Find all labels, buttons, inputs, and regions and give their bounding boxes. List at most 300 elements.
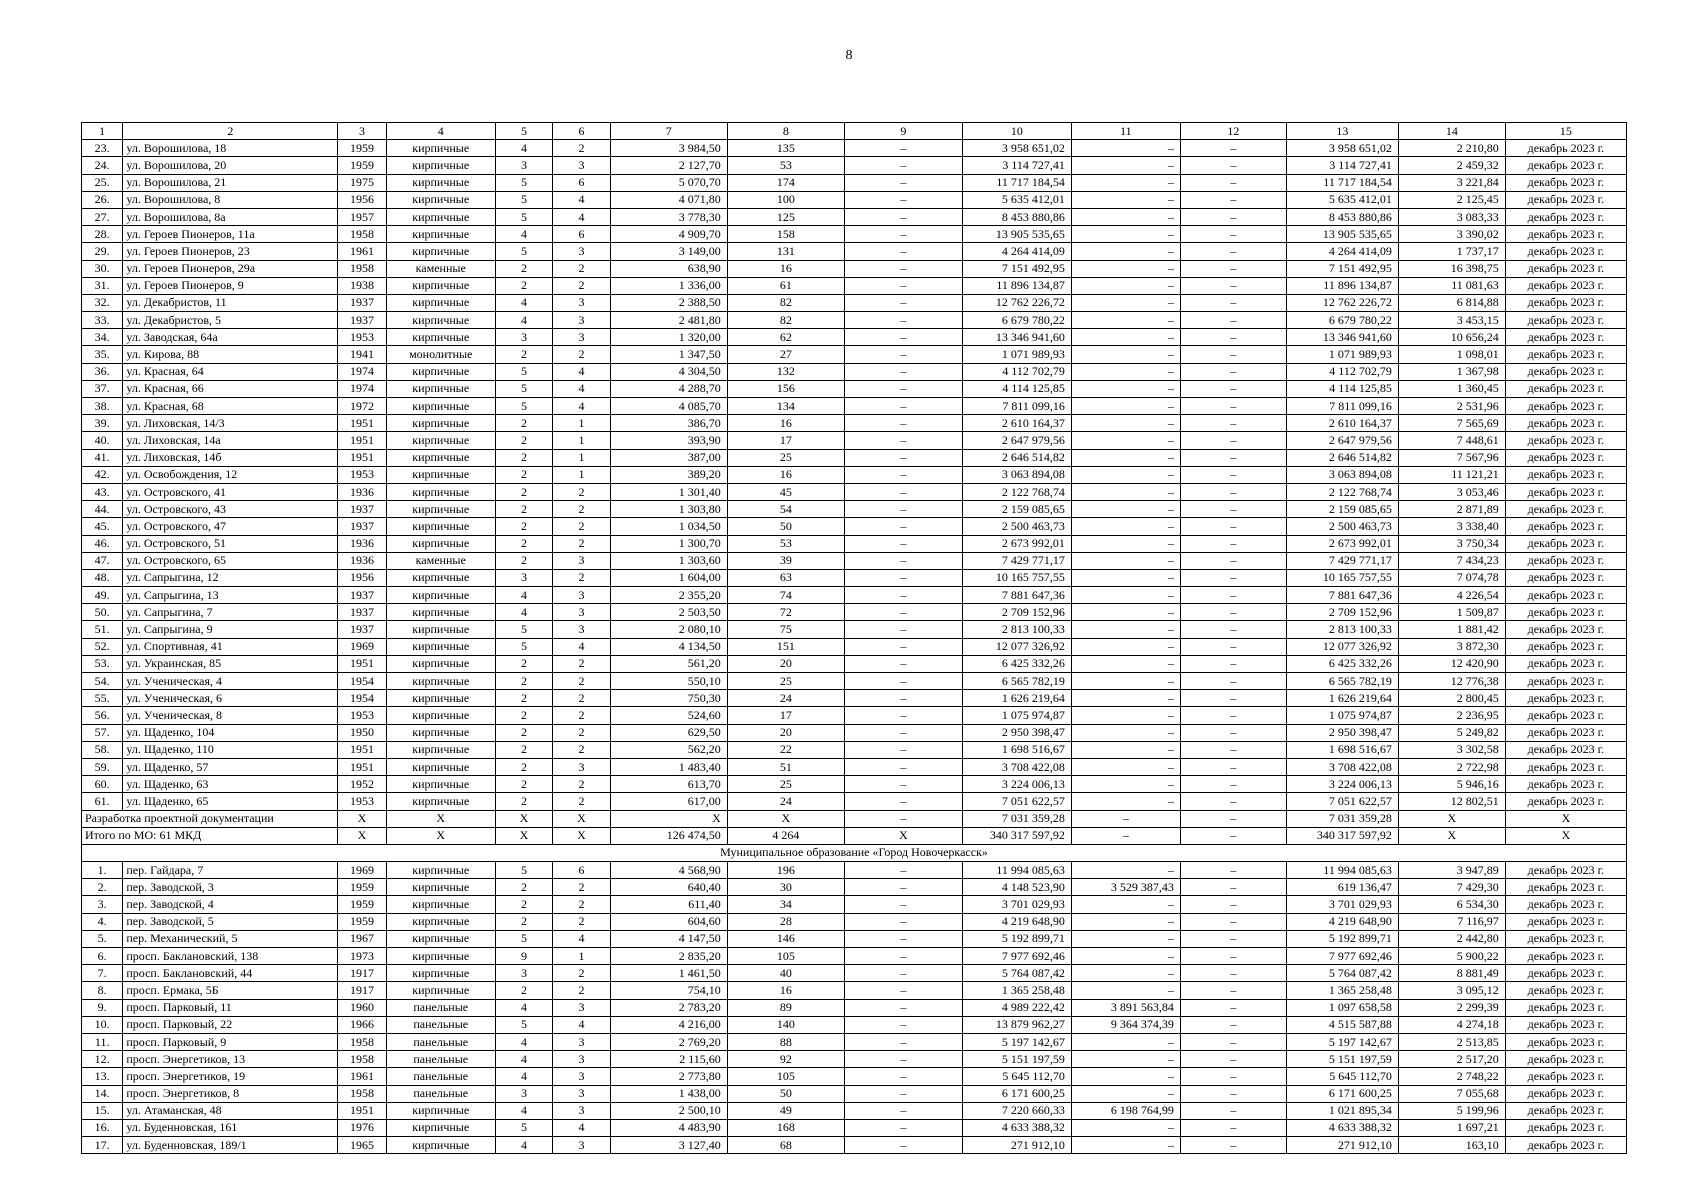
cell-col-11: – [1071,1051,1180,1068]
cell-col-14: 4 226,54 [1398,587,1505,604]
table-row [82,707,1627,724]
cell-col-12: – [1180,896,1286,913]
cell-col-1: 9. [82,999,123,1016]
cell-col-13: 3 224 006,13 [1286,776,1398,793]
cell-col-14: 3 083,33 [1398,208,1505,225]
cell-col-2: ул. Ученическая, 8 [123,707,338,724]
cell-col-2: ул. Кирова, 88 [123,346,338,363]
cell-col-4: кирпичные [386,948,495,965]
table-row [82,191,1627,208]
cell-col-12: – [1180,930,1286,947]
cell-col-8: 89 [727,999,844,1016]
cell-col-9: – [844,793,962,810]
cell-col-8: 75 [727,621,844,638]
cell-col-10: 13 346 941,60 [962,329,1071,346]
cell-col-10: 4 633 388,32 [962,1119,1071,1136]
table-row [82,398,1627,415]
cell-col-5: 2 [495,879,553,896]
cell-col-12: – [1180,277,1286,294]
cell-col-11: – [1071,569,1180,586]
cell-col-2: ул. Лиховская, 14а [123,432,338,449]
cell-col-7: 1 461,50 [610,965,727,982]
cell-col-15: декабрь 2023 г. [1505,277,1626,294]
table-row [82,243,1627,260]
cell-col-5: 4 [495,999,553,1016]
cell-col-10: 271 912,10 [962,1137,1071,1154]
cell-col-13: 12 762 226,72 [1286,294,1398,311]
cell-col-15: декабрь 2023 г. [1505,1068,1626,1085]
cell-col-4: кирпичные [386,913,495,930]
cell-col-4: кирпичные [386,432,495,449]
cell-col-13: 4 264 414,09 [1286,243,1398,260]
cell-col-1: 37. [82,380,123,397]
cell-col-6: 1 [553,466,611,483]
cell-col-15: декабрь 2023 г. [1505,621,1626,638]
cell-col-4: панельные [386,1051,495,1068]
cell-col-1: 50. [82,604,123,621]
cell-col-6: 4 [553,380,611,397]
cell-col-8: 20 [727,724,844,741]
cell-col-11: – [1071,724,1180,741]
cell-col-15: декабрь 2023 г. [1505,896,1626,913]
cell-col-6: 4 [553,363,611,380]
cell-col-12: – [1180,999,1286,1016]
cell-col-5: 3 [495,329,553,346]
cell-col-15: декабрь 2023 г. [1505,638,1626,655]
cell-col-4: кирпичные [386,226,495,243]
cell-col-7: 2 115,60 [610,1051,727,1068]
cell-col-1: 45. [82,518,123,535]
cell-col-9: – [844,1051,962,1068]
cell-col-14: 5 249,82 [1398,724,1505,741]
cell-col-13: 11 994 085,63 [1286,862,1398,879]
cell-col-6: 2 [553,277,611,294]
cell-col-4: кирпичные [386,965,495,982]
cell-col-9: – [844,690,962,707]
cell-col-14: 7 429,30 [1398,879,1505,896]
cell-col-12: – [1180,879,1286,896]
cell-col-2: пер. Заводской, 4 [123,896,338,913]
cell-col-8: 27 [727,346,844,363]
cell-col-8: 16 [727,415,844,432]
table-row [82,793,1627,810]
cell-col-2: ул. Островского, 47 [123,518,338,535]
table-body [82,140,1627,1154]
total-row-cell-col-8: 4 264 [727,827,844,844]
cell-col-3: 1951 [338,1102,386,1119]
cell-col-5: 2 [495,449,553,466]
cell-col-7: 2 500,10 [610,1102,727,1119]
cell-col-1: 38. [82,398,123,415]
cell-col-14: 1 881,42 [1398,621,1505,638]
cell-col-2: ул. Щаденко, 57 [123,758,338,775]
cell-col-10: 4 264 414,09 [962,243,1071,260]
cell-col-12: – [1180,758,1286,775]
cell-col-1: 58. [82,741,123,758]
cell-col-10: 3 701 029,93 [962,896,1071,913]
cell-col-1: 46. [82,535,123,552]
cell-col-5: 2 [495,655,553,672]
column-number-13: 13 [1286,123,1398,140]
cell-col-6: 2 [553,655,611,672]
cell-col-7: 4 483,90 [610,1119,727,1136]
cell-col-4: каменные [386,260,495,277]
table-row [82,1085,1627,1102]
cell-col-7: 4 216,00 [610,1016,727,1033]
cell-col-3: 1951 [338,432,386,449]
cell-col-8: 24 [727,690,844,707]
table-row [82,174,1627,191]
cell-col-15: декабрь 2023 г. [1505,1137,1626,1154]
table-row [82,999,1627,1016]
cell-col-15: декабрь 2023 г. [1505,604,1626,621]
cell-col-2: ул. Декабристов, 11 [123,294,338,311]
cell-col-10: 3 114 727,41 [962,157,1071,174]
cell-col-7: 1 483,40 [610,758,727,775]
cell-col-15: декабрь 2023 г. [1505,380,1626,397]
cell-col-5: 4 [495,1102,553,1119]
cell-col-9: – [844,346,962,363]
cell-col-3: 1951 [338,449,386,466]
cell-col-13: 10 165 757,55 [1286,569,1398,586]
cell-col-8: 74 [727,587,844,604]
cell-col-12: – [1180,535,1286,552]
total-row-cell-col-9: X [844,827,962,844]
cell-col-12: – [1180,260,1286,277]
cell-col-8: 158 [727,226,844,243]
cell-col-3: 1941 [338,346,386,363]
cell-col-15: декабрь 2023 г. [1505,483,1626,500]
cell-col-5: 2 [495,432,553,449]
cell-col-7: 4 147,50 [610,930,727,947]
cell-col-10: 2 673 992,01 [962,535,1071,552]
cell-col-5: 2 [495,518,553,535]
cell-col-2: ул. Сапрыгина, 13 [123,587,338,604]
cell-col-3: 1975 [338,174,386,191]
design-docs-row-cell-col-8: X [727,810,844,827]
cell-col-11: – [1071,948,1180,965]
table-row [82,380,1627,397]
table-row [82,965,1627,982]
cell-col-13: 5 151 197,59 [1286,1051,1398,1068]
cell-col-12: – [1180,1016,1286,1033]
cell-col-10: 5 764 087,42 [962,965,1071,982]
cell-col-8: 125 [727,208,844,225]
cell-col-15: декабрь 2023 г. [1505,174,1626,191]
cell-col-11: – [1071,243,1180,260]
cell-col-6: 3 [553,1033,611,1050]
cell-col-1: 28. [82,226,123,243]
cell-col-3: 1951 [338,415,386,432]
cell-col-10: 5 645 112,70 [962,1068,1071,1085]
cell-col-12: – [1180,690,1286,707]
cell-col-1: 17. [82,1137,123,1154]
cell-col-13: 4 219 648,90 [1286,913,1398,930]
cell-col-15: декабрь 2023 г. [1505,415,1626,432]
cell-col-6: 3 [553,1051,611,1068]
table-row [82,896,1627,913]
cell-col-2: ул. Красная, 68 [123,398,338,415]
cell-col-10: 11 717 184,54 [962,174,1071,191]
cell-col-12: – [1180,243,1286,260]
cell-col-9: – [844,312,962,329]
cell-col-5: 2 [495,707,553,724]
cell-col-10: 6 565 782,19 [962,673,1071,690]
cell-col-3: 1937 [338,294,386,311]
cell-col-15: декабрь 2023 г. [1505,449,1626,466]
cell-col-10: 3 063 894,08 [962,466,1071,483]
cell-col-14: 2 871,89 [1398,501,1505,518]
cell-col-15: декабрь 2023 г. [1505,312,1626,329]
cell-col-6: 3 [553,621,611,638]
cell-col-1: 24. [82,157,123,174]
cell-col-1: 48. [82,569,123,586]
cell-col-5: 4 [495,1137,553,1154]
cell-col-15: декабрь 2023 г. [1505,879,1626,896]
cell-col-8: 16 [727,466,844,483]
cell-col-5: 4 [495,312,553,329]
cell-col-15: декабрь 2023 г. [1505,226,1626,243]
cell-col-12: – [1180,621,1286,638]
cell-col-3: 1954 [338,690,386,707]
cell-col-3: 1937 [338,604,386,621]
cell-col-3: 1972 [338,398,386,415]
cell-col-10: 5 151 197,59 [962,1051,1071,1068]
cell-col-4: кирпичные [386,363,495,380]
cell-col-14: 2 800,45 [1398,690,1505,707]
cell-col-3: 1969 [338,638,386,655]
cell-col-1: 42. [82,466,123,483]
cell-col-5: 5 [495,208,553,225]
cell-col-13: 2 500 463,73 [1286,518,1398,535]
cell-col-5: 4 [495,587,553,604]
cell-col-7: 2 080,10 [610,621,727,638]
cell-col-14: 2 459,32 [1398,157,1505,174]
cell-col-12: – [1180,982,1286,999]
cell-col-9: – [844,174,962,191]
cell-col-2: ул. Красная, 66 [123,380,338,397]
cell-col-9: – [844,329,962,346]
cell-col-10: 13 879 962,27 [962,1016,1071,1033]
cell-col-2: ул. Сапрыгина, 7 [123,604,338,621]
cell-col-9: – [844,758,962,775]
design-docs-row-cell-col-14: X [1398,810,1505,827]
cell-col-13: 11 717 184,54 [1286,174,1398,191]
cell-col-15: декабрь 2023 г. [1505,140,1626,157]
cell-col-7: 562,20 [610,741,727,758]
cell-col-14: 2 442,80 [1398,930,1505,947]
cell-col-3: 1957 [338,208,386,225]
cell-col-10: 5 635 412,01 [962,191,1071,208]
cell-col-1: 47. [82,552,123,569]
cell-col-13: 1 626 219,64 [1286,690,1398,707]
cell-col-3: 1976 [338,1119,386,1136]
cell-col-15: декабрь 2023 г. [1505,741,1626,758]
cell-col-7: 1 301,40 [610,483,727,500]
cell-col-14: 3 947,89 [1398,862,1505,879]
cell-col-6: 2 [553,913,611,930]
cell-col-2: просп. Энергетиков, 19 [123,1068,338,1085]
cell-col-7: 561,20 [610,655,727,672]
cell-col-7: 604,60 [610,913,727,930]
cell-col-2: просп. Парковый, 9 [123,1033,338,1050]
cell-col-10: 5 192 899,71 [962,930,1071,947]
cell-col-11: – [1071,1033,1180,1050]
cell-col-14: 3 095,12 [1398,982,1505,999]
cell-col-1: 14. [82,1085,123,1102]
cell-col-4: кирпичные [386,655,495,672]
cell-col-6: 2 [553,896,611,913]
cell-col-1: 7. [82,965,123,982]
cell-col-1: 4. [82,913,123,930]
column-number-7: 7 [610,123,727,140]
cell-col-14: 7 074,78 [1398,569,1505,586]
cell-col-6: 1 [553,415,611,432]
column-number-8: 8 [727,123,844,140]
cell-col-12: – [1180,140,1286,157]
cell-col-2: ул. Лиховская, 14б [123,449,338,466]
cell-col-11: – [1071,896,1180,913]
cell-col-7: 2 773,80 [610,1068,727,1085]
cell-col-8: 28 [727,913,844,930]
cell-col-8: 39 [727,552,844,569]
cell-col-5: 2 [495,483,553,500]
cell-col-15: декабрь 2023 г. [1505,999,1626,1016]
cell-col-4: кирпичные [386,294,495,311]
cell-col-12: – [1180,449,1286,466]
cell-col-11: – [1071,432,1180,449]
cell-col-14: 3 338,40 [1398,518,1505,535]
cell-col-15: декабрь 2023 г. [1505,432,1626,449]
cell-col-13: 5 764 087,42 [1286,965,1398,982]
cell-col-11: – [1071,415,1180,432]
cell-col-13: 13 346 941,60 [1286,329,1398,346]
cell-col-12: – [1180,862,1286,879]
cell-col-10: 6 679 780,22 [962,312,1071,329]
cell-col-8: 140 [727,1016,844,1033]
cell-col-8: 62 [727,329,844,346]
cell-col-4: кирпичные [386,982,495,999]
cell-col-12: – [1180,913,1286,930]
cell-col-3: 1937 [338,621,386,638]
cell-col-14: 3 221,84 [1398,174,1505,191]
cell-col-14: 3 750,34 [1398,535,1505,552]
cell-col-1: 56. [82,707,123,724]
cell-col-7: 2 355,20 [610,587,727,604]
cell-col-8: 105 [727,948,844,965]
cell-col-4: кирпичные [386,930,495,947]
cell-col-14: 2 125,45 [1398,191,1505,208]
cell-col-6: 3 [553,243,611,260]
cell-col-3: 1917 [338,982,386,999]
cell-col-10: 7 220 660,33 [962,1102,1071,1119]
cell-col-1: 16. [82,1119,123,1136]
cell-col-13: 619 136,47 [1286,879,1398,896]
table-row [82,1137,1627,1154]
cell-col-5: 5 [495,191,553,208]
table-row [82,208,1627,225]
cell-col-9: – [844,776,962,793]
cell-col-3: 1956 [338,569,386,586]
cell-col-4: монолитные [386,346,495,363]
cell-col-7: 2 783,20 [610,999,727,1016]
cell-col-5: 4 [495,604,553,621]
cell-col-2: ул. Спортивная, 41 [123,638,338,655]
cell-col-8: 92 [727,1051,844,1068]
cell-col-11: – [1071,518,1180,535]
design-docs-row-cell-col-7: X [610,810,727,827]
cell-col-9: – [844,260,962,277]
cell-col-5: 3 [495,1085,553,1102]
cell-col-4: кирпичные [386,569,495,586]
table-row [82,1016,1627,1033]
cell-col-15: декабрь 2023 г. [1505,758,1626,775]
cell-col-14: 11 121,21 [1398,466,1505,483]
cell-col-6: 2 [553,879,611,896]
cell-col-3: 1936 [338,535,386,552]
cell-col-3: 1959 [338,157,386,174]
cell-col-12: – [1180,226,1286,243]
total-row-cell-col-12: – [1180,827,1286,844]
cell-col-9: – [844,140,962,157]
section-header-row [82,844,1627,861]
cell-col-8: 53 [727,157,844,174]
cell-col-4: кирпичные [386,449,495,466]
table-row [82,655,1627,672]
cell-col-8: 72 [727,604,844,621]
cell-col-5: 5 [495,862,553,879]
cell-col-14: 10 656,24 [1398,329,1505,346]
cell-col-13: 1 097 658,58 [1286,999,1398,1016]
cell-col-15: декабрь 2023 г. [1505,552,1626,569]
cell-col-11: – [1071,140,1180,157]
cell-col-7: 1 034,50 [610,518,727,535]
table-row [82,776,1627,793]
cell-col-13: 6 171 600,25 [1286,1085,1398,1102]
cell-col-5: 5 [495,930,553,947]
table-row [82,862,1627,879]
cell-col-3: 1958 [338,1051,386,1068]
cell-col-11: – [1071,690,1180,707]
cell-col-8: 68 [727,1137,844,1154]
cell-col-13: 8 453 880,86 [1286,208,1398,225]
total-row-cell-col-13: 340 317 597,92 [1286,827,1398,844]
cell-col-8: 174 [727,174,844,191]
cell-col-2: ул. Островского, 41 [123,483,338,500]
cell-col-6: 1 [553,449,611,466]
cell-col-6: 1 [553,948,611,965]
cell-col-9: – [844,363,962,380]
cell-col-3: 1953 [338,329,386,346]
cell-col-12: – [1180,1085,1286,1102]
cell-col-2: ул. Щаденко, 63 [123,776,338,793]
cell-col-15: декабрь 2023 г. [1505,930,1626,947]
cell-col-3: 1953 [338,793,386,810]
cell-col-1: 61. [82,793,123,810]
cell-col-3: 1974 [338,363,386,380]
cell-col-9: – [844,741,962,758]
cell-col-15: декабрь 2023 г. [1505,243,1626,260]
cell-col-5: 2 [495,982,553,999]
cell-col-9: – [844,999,962,1016]
cell-col-9: – [844,1033,962,1050]
cell-col-1: 44. [82,501,123,518]
cell-col-10: 1 698 516,67 [962,741,1071,758]
cell-col-3: 1956 [338,191,386,208]
cell-col-10: 7 811 099,16 [962,398,1071,415]
cell-col-12: – [1180,432,1286,449]
cell-col-15: декабрь 2023 г. [1505,982,1626,999]
